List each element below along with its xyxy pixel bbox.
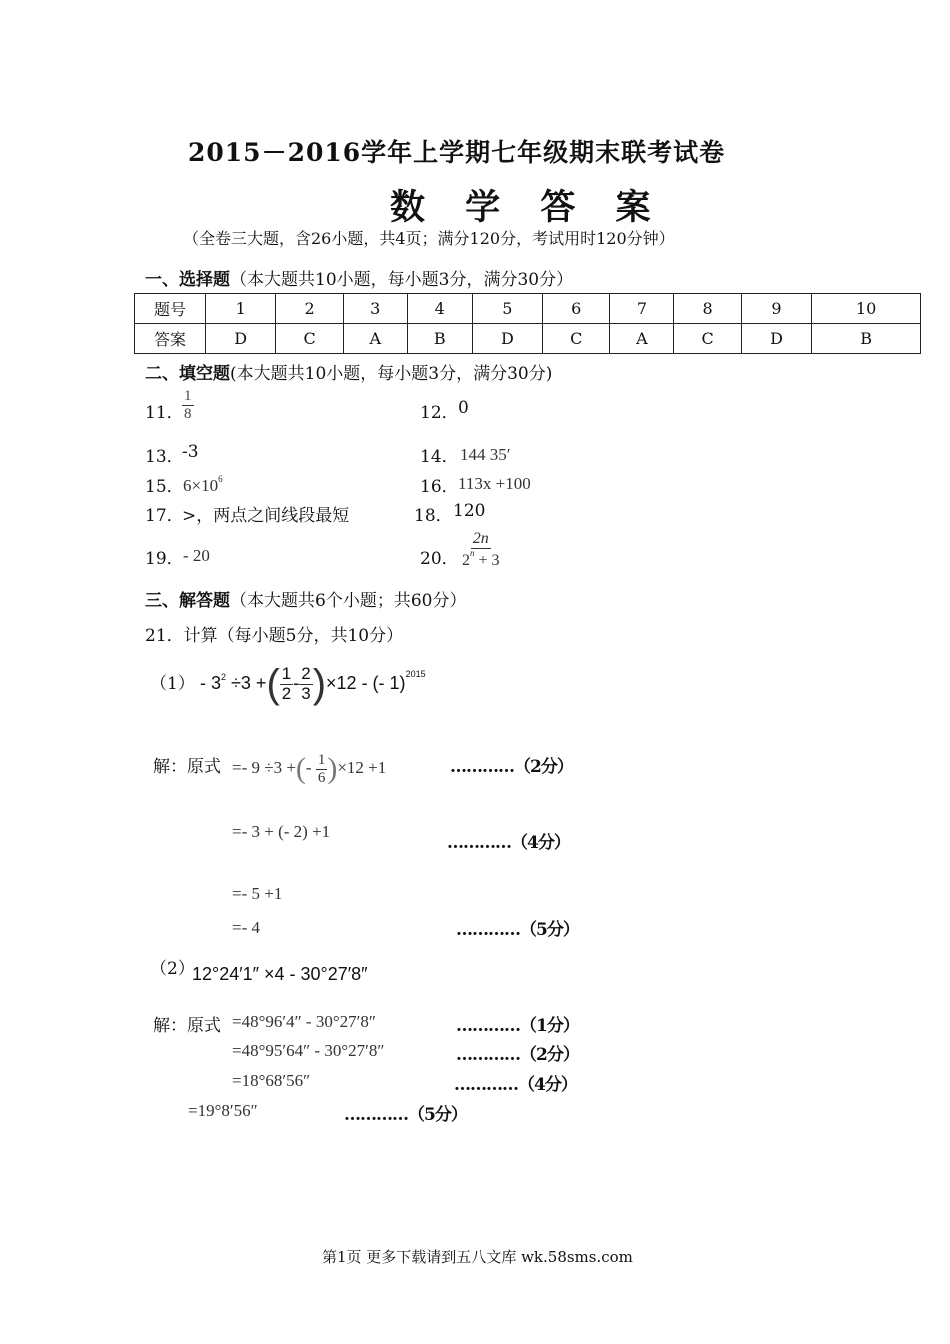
exam-note: （全卷三大题，含26小题，共4页；满分120分，考试用时120分钟） — [183, 229, 675, 248]
q21-p1-step2: =- 3 + (- 2) +1 — [232, 822, 331, 841]
p1-minus: - — [293, 672, 300, 693]
q21-p2-step3: =18°68′56″ — [232, 1071, 311, 1090]
q21-p2-solution-label: 解：原式 — [153, 1016, 221, 1036]
q20-den-base: 2 — [462, 551, 470, 569]
row-label-answer: 答案 — [135, 324, 206, 354]
table-cell: 1 — [206, 294, 276, 324]
table-cell: 5 — [472, 294, 542, 324]
table-cell: 3 — [343, 294, 407, 324]
answer-table — [134, 293, 921, 354]
p1-f1-num: 1 — [281, 663, 292, 683]
table-cell: D — [472, 324, 542, 354]
table-cell: 6 — [543, 294, 610, 324]
p1-expr-c: ×12 - (- 1) — [326, 672, 406, 693]
q21-p2-step3-score: …………（4分） — [454, 1075, 577, 1095]
q20-den-rest: + 3 — [474, 551, 500, 569]
p1-expr-c-exp: 2015 — [405, 668, 426, 679]
q11-label: 11． — [145, 403, 184, 423]
table-cell: 7 — [610, 294, 674, 324]
q11-numerator: 1 — [184, 388, 192, 404]
q21-p2-expression: 12°24′1″ ×4 - 30°27′8″ — [192, 964, 368, 984]
page-footer: 第1页 更多下载请到五八文库 wk.58sms.com — [322, 1248, 633, 1266]
q16-label: 16． — [420, 477, 459, 497]
section1-heading: 一、选择题 — [145, 270, 230, 290]
p1-f1-den: 2 — [281, 683, 292, 703]
q13-label: 13． — [145, 447, 184, 467]
q21-p1-step2-score: …………（4分） — [447, 833, 570, 853]
table-cell: D — [206, 324, 276, 354]
table-row-answers — [135, 324, 921, 354]
q17-answer: >，两点之间线段最短 — [182, 506, 350, 526]
q21-p1-solution-label: 解：原式 — [153, 757, 221, 777]
p1-step1-b: ×12 +1 — [337, 757, 387, 777]
q21-p2-label: （2） — [150, 959, 195, 979]
table-cell: 10 — [812, 294, 921, 324]
q14-label: 14． — [420, 447, 459, 467]
table-cell: D — [741, 324, 811, 354]
row-label-number: 题号 — [135, 294, 206, 324]
left-paren: ( — [266, 662, 280, 706]
table-cell: B — [407, 324, 472, 354]
q21-p1-expression — [200, 664, 426, 704]
table-cell: 9 — [741, 294, 811, 324]
q16-answer: 113x +100 — [458, 474, 531, 493]
q21-p2-step4-score: …………（5分） — [344, 1105, 467, 1125]
q21-p2-step2: =48°95′64″ - 30°27′8″ — [232, 1041, 385, 1060]
q21-p1-step4-score: …………（5分） — [456, 920, 579, 940]
page-title: 2015－2016学年上学期七年级期末联考试卷 — [188, 138, 726, 167]
q17-label: 17． — [145, 506, 184, 526]
left-paren: ( — [295, 752, 306, 785]
q12-answer: 0 — [458, 398, 469, 418]
p1-f2-num: 2 — [301, 663, 311, 683]
section2-desc: (本大题共10小题，每小题3分，满分30分) — [230, 364, 553, 384]
table-cell: 4 — [407, 294, 472, 324]
q21-p2-step1: =48°96′4″ - 30°27′8″ — [232, 1012, 376, 1031]
table-cell: C — [674, 324, 741, 354]
q21-p2-step2-score: …………（2分） — [456, 1045, 579, 1065]
q21-p1-label: （1） — [150, 674, 195, 694]
p1-f2-den: 3 — [301, 683, 311, 703]
q21-p1-step3: =- 5 +1 — [232, 884, 283, 903]
table-cell: A — [610, 324, 674, 354]
right-paren: ) — [327, 752, 338, 785]
q20-numerator: 2n — [472, 530, 489, 547]
q21-p1-step1-score: …………（2分） — [450, 757, 573, 777]
q20-label: 20． — [420, 549, 459, 569]
table-row-numbers — [135, 294, 921, 324]
table-cell: B — [812, 324, 921, 354]
q18-label: 18． — [414, 506, 453, 526]
p1-expr-a: - 3 — [200, 672, 222, 693]
section3-heading: 三、解答题 — [145, 591, 230, 611]
p1-step1-neg: - — [305, 757, 312, 777]
table-cell: A — [343, 324, 407, 354]
q21-title: 21．计算（每小题5分，共10分） — [145, 626, 404, 646]
q20-answer — [460, 530, 502, 569]
q13-answer: -3 — [182, 442, 199, 462]
q15-base: 6×10 — [183, 476, 219, 495]
q15-answer — [183, 474, 223, 496]
p1-step1-a: =- 9 ÷3 + — [232, 757, 296, 777]
section2-heading: 二、填空题 — [145, 364, 230, 384]
section2-header — [145, 359, 552, 384]
section3-desc: （本大题共6个小题；共60分） — [230, 591, 467, 611]
page-subtitle: 数 学 答 案 — [390, 187, 665, 228]
q12-label: 12． — [420, 403, 459, 423]
q14-answer: 144 35′ — [460, 445, 511, 464]
q20-den-exp: n — [470, 547, 475, 558]
table-cell: C — [276, 324, 343, 354]
p1-expr-b: ÷3 + — [226, 672, 267, 693]
q15-label: 15． — [145, 477, 184, 497]
table-cell: C — [543, 324, 610, 354]
p1-step1-f-num: 1 — [317, 752, 326, 768]
section3-header — [145, 586, 466, 611]
q15-exponent: 6 — [218, 474, 223, 484]
q19-label: 19． — [145, 549, 184, 569]
p1-step1-f-den: 6 — [317, 769, 326, 786]
section1-desc: （本大题共10小题，每小题3分，满分30分） — [230, 270, 574, 290]
q21-p2-step4: =19°8′56″ — [188, 1101, 258, 1120]
q11-denominator: 8 — [184, 405, 192, 422]
p1-expr-a-exp: 2 — [221, 671, 227, 682]
q21-p1-step4: =- 4 — [232, 918, 260, 937]
q18-answer: 120 — [453, 501, 486, 521]
right-paren: ) — [312, 662, 327, 706]
q21-p1-step1 — [232, 752, 386, 786]
table-cell: 8 — [674, 294, 741, 324]
table-cell: 2 — [276, 294, 343, 324]
q19-answer: - 20 — [183, 546, 210, 565]
q11-answer — [182, 388, 194, 422]
q21-p2-step1-score: …………（1分） — [456, 1016, 579, 1036]
section1-header — [145, 265, 573, 290]
